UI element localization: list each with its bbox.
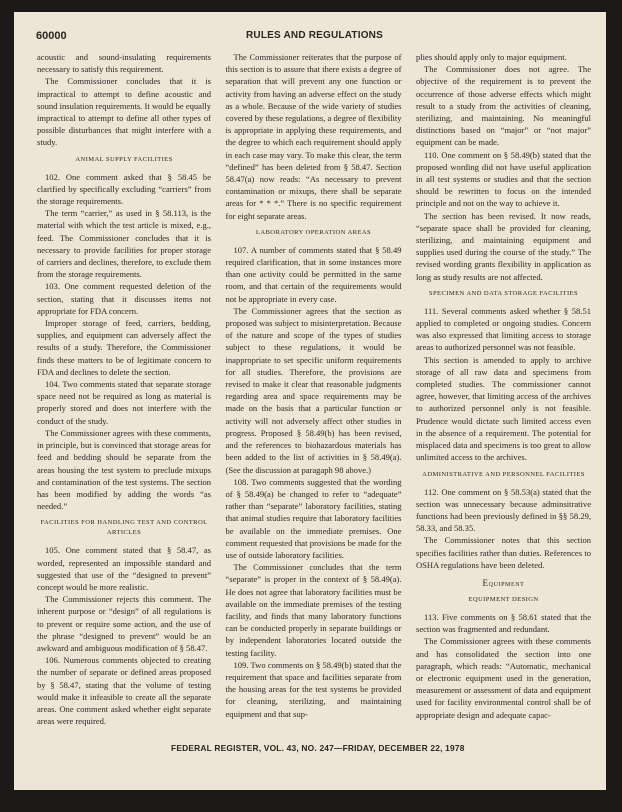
paragraph: 105. One comment stated that § 58.47, as worded, represented an impossible standard and suggested that use of the “designed to prevent” concept would be more realistic.: [37, 545, 211, 592]
paragraph: The Commissioner agrees with these comments and has consolidated the section into one paragraph, which reads: “Automatic, mechanical or electronic equipment used in the generation, measurement or assessment of data and equipment used for facility environmental control shall be of appropriate design and adequate capac-: [416, 636, 591, 720]
paragraph: The Commissioner concludes that the term “separate” is proper in the context of § 58.49(a). He does not agree that laboratory facilities must be available on the immediate premises of the testing facility, and finds that many laboratory functions can be conducted properly in separate buildings or by independent laboratories located outside the testing facility.: [225, 562, 402, 658]
page-footer: FEDERAL REGISTER, VOL. 43, NO. 247—FRIDAY, DECEMBER 22, 1978: [171, 743, 465, 754]
paragraph: The Commissioner agrees with these comments, in principle, but is convinced that storage areas for feed and bedding should be separate from the areas housing the test system to preclude mixups and contamination of the test systems. The section has been modified by adding the words “as needed.”: [37, 427, 211, 512]
page-header: [14, 12, 606, 51]
paragraph: acoustic and sound-insulating requirements necessary to satisfy this requirement.: [37, 52, 211, 75]
paragraph: 107. A number of comments stated that § 58.49 required clarification, that in some instances more than one activity could be permitted in the same room, and that certain of the requirements would not be appropriate in every case.: [225, 244, 402, 304]
paragraph: The Commissioner notes that this section specifies facilities rather than duties. References to OSHA regulations have been deleted.: [416, 535, 591, 570]
section-heading: FACILITIES FOR HANDLING TEST AND CONTROL ARTICLES: [40, 519, 208, 537]
paragraph: This section is amended to apply to archive storage of all raw data and specimens from completed studies. The commissioner cannot agree, however, that limiting access of the archives to authorized personnel only is not feasible. Prudence would dictate such limited access even in the absence of a requirement. The potential for misplaced data and specimens is too great to allow unlimited access to the archives.: [416, 354, 591, 463]
paragraph: 111. Several comments asked whether § 58.51 applied to completed or ongoing studies. Concern was also expressed that limiting access to storage areas to authorized personnel was not feasible.: [416, 305, 591, 353]
paragraph: 108. Two comments suggested that the wording of § 58.49(a) be changed to refer to “adequate” rather than “separate” laboratory facilities, stating that animal studies require that laboratory facilities be available on the immediate premises. One comment requested that provisions be made for the use of outside laboratory facilities.: [225, 476, 402, 560]
paragraph: The Commissioner reiterates that the purpose of this section is to assure that there exists a degree of separation that will prevent any one function or activity from having an adverse effect on the study as a whole. Because of the wide variety of studies covered by these regulations, a degree of flexibility is appropriate in applying these requirements, and the degree to which each requirement should apply in each case may vary. To make this clear, the term “defined” has been deleted from § 58.47. Section 58.47(a) now reads: “As necessary to prevent contamination or mixups, there shall be separate areas for * * *.” There is no specific requirement for eight separate areas.: [225, 52, 402, 221]
paragraph: 112. One comment on § 58.53(a) stated that the section was unnecessary because adminsitrative functions had been previously defined in §§ 58.29, 58.33, and 58.35.: [416, 486, 591, 534]
paragraph: The Commissioner concludes that it is impractical to attempt to define acoustic and sound insulation requirements. It would be equally impractical to attempt to define all other types of possible disturbances that might interfere with a study.: [37, 76, 211, 148]
text-column-1: [37, 51, 211, 727]
paragraph: 110. One comment on § 58.49(b) stated that the proposed wording did not have useful application in all test systems or studies and that the section should be rewritten to focus on the intended principle and not on the way to achieve it.: [416, 149, 591, 209]
paragraph: 104. Two comments stated that separate storage space need not be required as long as material is properly stored and does not interfere with the conduct of the study.: [37, 379, 211, 426]
paragraph: The Commissioner rejects this comment. The inherent purpose or “design” of all regulations is to prevent or require some action, and the use of the phrase “designed to prevent” would be an awkward and ambiguous modification of § 58.47.: [37, 594, 211, 653]
major-heading: Equipment: [482, 577, 525, 588]
section-heading: LABORATORY OPERATION AREAS: [255, 228, 372, 236]
paragraph: Improper storage of feed, carriers, bedding, supplies, and equipment can adversely affect the results of a study. Therefore, the Commissioner finds these matters to be of legitimate concern to FDA and declines to delete the section.: [37, 318, 211, 377]
running-head: RULES AND REGULATIONS: [246, 30, 383, 41]
paragraph: 109. Two comments on § 58.49(b) stated that the requirement that space and facilities separate from the housing areas for the test systems be provided for cleaning, sterilizing, and maintaining equipment and that sup-: [225, 659, 402, 719]
text-column-3: [416, 51, 591, 721]
paragraph: The term “carrier,” as used in § 58.113, is the material with which the test article is mixed, e.g., feed. The Commissioner concludes that it is necessary to provide facilities for proper storage of carriers and declines, therefore, to exclude them from the storage requirements.: [37, 208, 211, 280]
paragraph: 113. Five comments on § 58.61 stated that the section was fragmented and redundant.: [416, 611, 591, 635]
paragraph: The Commissioner agrees that the section as proposed was subject to misinterpretation. Because of the nature and scope of the types of studies subject to these regulations, it would be inappropriate to set specific uniform requirements for all studies. Therefore, the provisions are revised to make it clear that reasonable judgments regarding area and space requirements may be made on the basis that a particular function or activity will not adversely affect other studies in progress. Proposed § 58.49(b) has been revised, and the references to biohazardous materials has been added to the list of activities in § 58.49(a). (See the discussion at paragaph 98 above.): [225, 305, 402, 475]
section-heading: ADMINISTRATIVE AND PERSONNEL FACILITIES: [422, 470, 585, 478]
section-heading: ANIMAL SUPPLY FACILITIES: [75, 155, 173, 163]
paragraph: plies should apply only to major equipment.: [416, 52, 567, 62]
document-page: [14, 12, 606, 790]
paragraph: 102. One comment asked that § 58.45 be clarified by specifically excluding “carriers” from the storage requirements.: [37, 171, 211, 207]
paragraph: 106. Numerous comments objected to creating the number of separate or defined areas proposed by § 58.47, stating that the volume of testing would make it infeasible to create all the separate areas. One comment asked whether eight separate areas were required.: [37, 655, 211, 727]
section-heading: EQUIPMENT DESIGN: [468, 595, 539, 603]
text-column-2: [226, 51, 402, 720]
paragraph: The section has been revised. It now reads, “separate space shall be provided for cleaning, sterilizing, and maintaining equipment and supplies used during the course of the study.” The revised wording grants flexibility in application as long as study results are not affected.: [416, 210, 591, 282]
text-columns: [37, 51, 591, 727]
paragraph: 103. One comment requested deletion of the section, stating that it discusses items not appropriate for FDA concern.: [37, 281, 211, 316]
page-number: 60000: [36, 30, 67, 42]
paragraph: The Commissioner does not agree. The objective of the requirement is to prevent the occurrence of those adverse effects which might result to a study from the activities of cleaning, sterilizing, and maintaining. No meaningful distinctions based on “major” or “not major” equipment can be made.: [416, 64, 591, 148]
section-heading: SPECIMEN AND DATA STORAGE FACILITIES: [428, 289, 579, 297]
